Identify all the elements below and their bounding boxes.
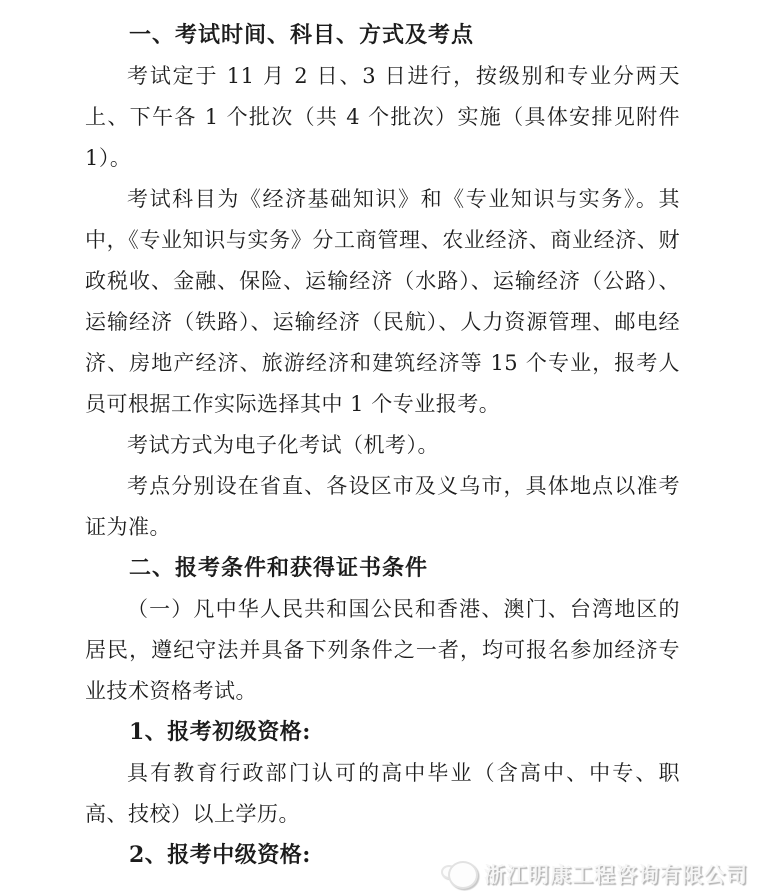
company-name: 浙江明康工程咨询有限公司 [484,862,748,887]
company-logo-icon [441,859,477,889]
company-watermark [441,859,748,889]
paragraph-eligibility: （一）凡中华人民共和国公民和香港、澳门、台湾地区的居民，遵纪守法并具备下列条件之一者，均可报名参加经济专业技术资格考试。 [85,597,680,703]
section-heading-exam-info: 一、考试时间、科目、方式及考点 [129,22,475,48]
paragraph-exam-dates: 考试定于 11 月 2 日、3 日进行，按级别和专业分两天上、下午各 1 个批次（共 4 个批次）实施（具体安排见附件 1）。 [85,64,680,170]
paragraph-junior-requirement: 具有教育行政部门认可的高中毕业（含高中、中专、职高、技校）以上学历。 [85,761,680,826]
paragraph-exam-subjects: 考试科目为《经济基础知识》和《专业知识与实务》。其中，《专业知识与实务》分工商管理、农业经济、商业经济、财政税收、金融、保险、运输经济（水路）、运输经济（公路）、运输经济（铁路）、运输经济（民航）、人力资源管理、邮电经济、房地产经济、旅游经济和建筑经济等 15 个专业，报考人员可根据工作实际选择其中 1 个专业报考。 [85,187,680,416]
paragraph-exam-method: 考试方式为电子化考试（机考）。 [127,433,439,457]
subheading-intermediate-level: 2、报考中级资格: [129,842,311,868]
paragraph-exam-locations: 考点分别设在省直、各设区市及义乌市，具体地点以准考证为准。 [85,474,680,539]
section-heading-requirements: 二、报考条件和获得证书条件 [129,555,429,581]
subheading-junior-level: 1、报考初级资格: [129,719,311,745]
